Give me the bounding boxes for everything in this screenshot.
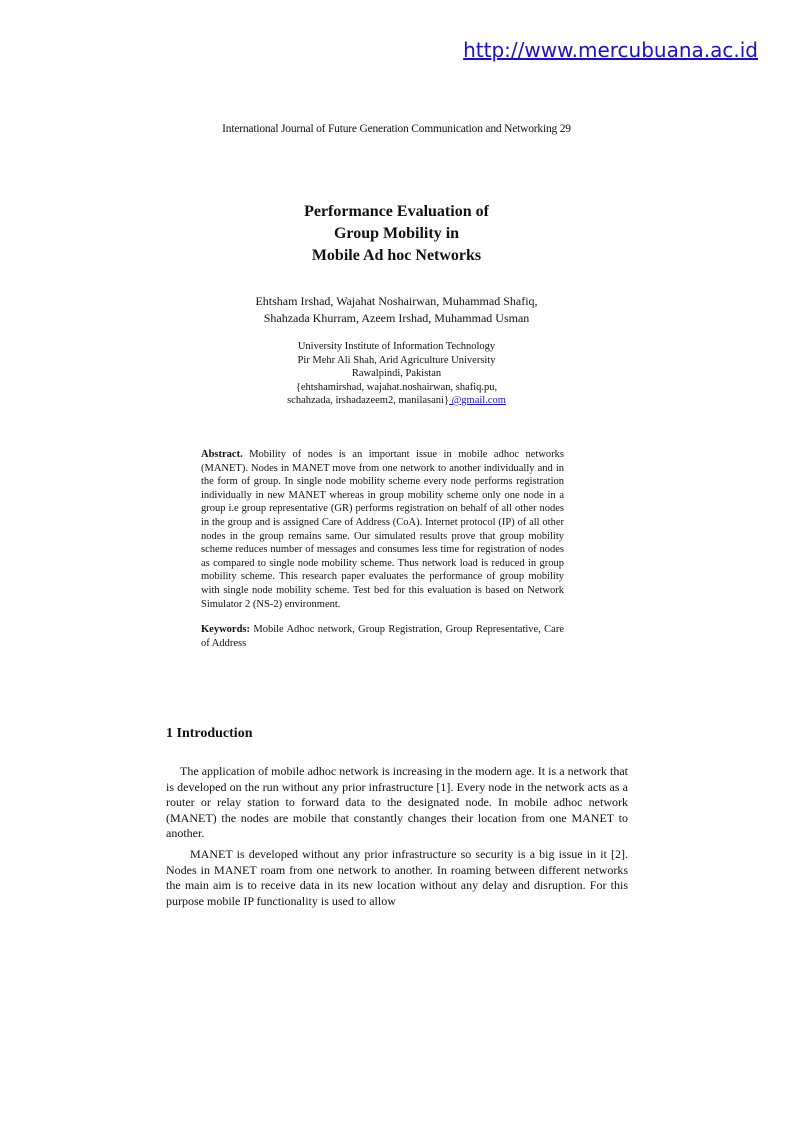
keywords-label: Keywords: <box>201 624 250 636</box>
journal-line: International Journal of Future Generation Communication and Networking 29 <box>222 123 571 135</box>
email-prefix: schahzada, irshadazeem2, manilasani} <box>287 395 449 406</box>
title-line-2: Group Mobility in <box>333 225 460 242</box>
affiliation-line-3: Rawalpindi, Pakistan <box>351 368 442 379</box>
introduction-body <box>166 764 628 914</box>
author-list <box>0 293 793 327</box>
intro-paragraph-2: MANET is developed without any prior infrastructure so security is a big issue in it [2]. Nodes in MANET roam from one network to another. In roaming between different networks the main aim is to receive data in its new location without any delay and disruption. For this purpose mobile IP functionality is used to allow <box>166 846 628 908</box>
keywords-paragraph <box>201 623 564 650</box>
intro-paragraph-1: The application of mobile adhoc network is increasing in the modern age. It is a network that is developed on the run without any prior infrastructure [1]. Every node in the network acts as a router or relay station to forward data to the designated node. In mobile adhoc network (MANET) the nodes are mobile that constantly changes their location from one MANET to another. <box>166 764 628 841</box>
affiliation-line-1: University Institute of Information Technology <box>297 341 496 352</box>
abstract-label: Abstract. <box>201 449 243 460</box>
email-domain-link[interactable]: @gmail.com <box>448 395 506 406</box>
affiliation-block <box>0 340 793 408</box>
authors-line-2: Shahzada Khurram, Azeem Irshad, Muhammad Usman <box>263 311 530 325</box>
abstract-block <box>201 448 564 650</box>
keywords-text: Mobile Adhoc network, Group Registration, Group Representative, Care of Address <box>201 624 565 649</box>
abstract-paragraph <box>201 448 564 611</box>
title-line-3: Mobile Ad hoc Networks <box>311 247 482 264</box>
abstract-text: Mobility of nodes is an important issue in mobile adhoc networks (MANET). Nodes in MANET move from one network to another individually and in the form of group. In single node mobility scheme every node performs registration individually in new MANET whereas in group mobility scheme only one node in a group i.e group representative (GR) performs registration on behalf of all other nodes in the group and is assigned Care of Address (CoA). Internet protocol (IP) of all other nodes in the group remains same. Our simulated results prove that group mobility scheme reduces number of messages and consumes less time for registration of nodes as compared to single node mobility scheme. Thus network load is reduced in group mobility scheme. This research paper evaluates the performance of group mobility with single node mobility scheme. Test bed for this evaluation is based on Network Simulator 2 (NS-2) environment. <box>201 449 564 610</box>
affiliation-line-2: Pir Mehr Ali Shah, Arid Agriculture University <box>297 354 496 366</box>
authors-line-1: Ehtsham Irshad, Wajahat Noshairwan, Muhammad Shafiq, <box>255 294 538 308</box>
section-heading: 1 Introduction <box>166 726 253 741</box>
paper-title <box>0 201 793 267</box>
affiliation-line-4: {ehtshamirshad, wajahat.noshairwan, shafiq.pu, <box>295 381 498 393</box>
header-url-link[interactable]: http://www.mercubuana.ac.id <box>463 38 758 62</box>
affiliation-line-5 <box>0 394 793 408</box>
title-line-1: Performance Evaluation of <box>304 203 489 220</box>
